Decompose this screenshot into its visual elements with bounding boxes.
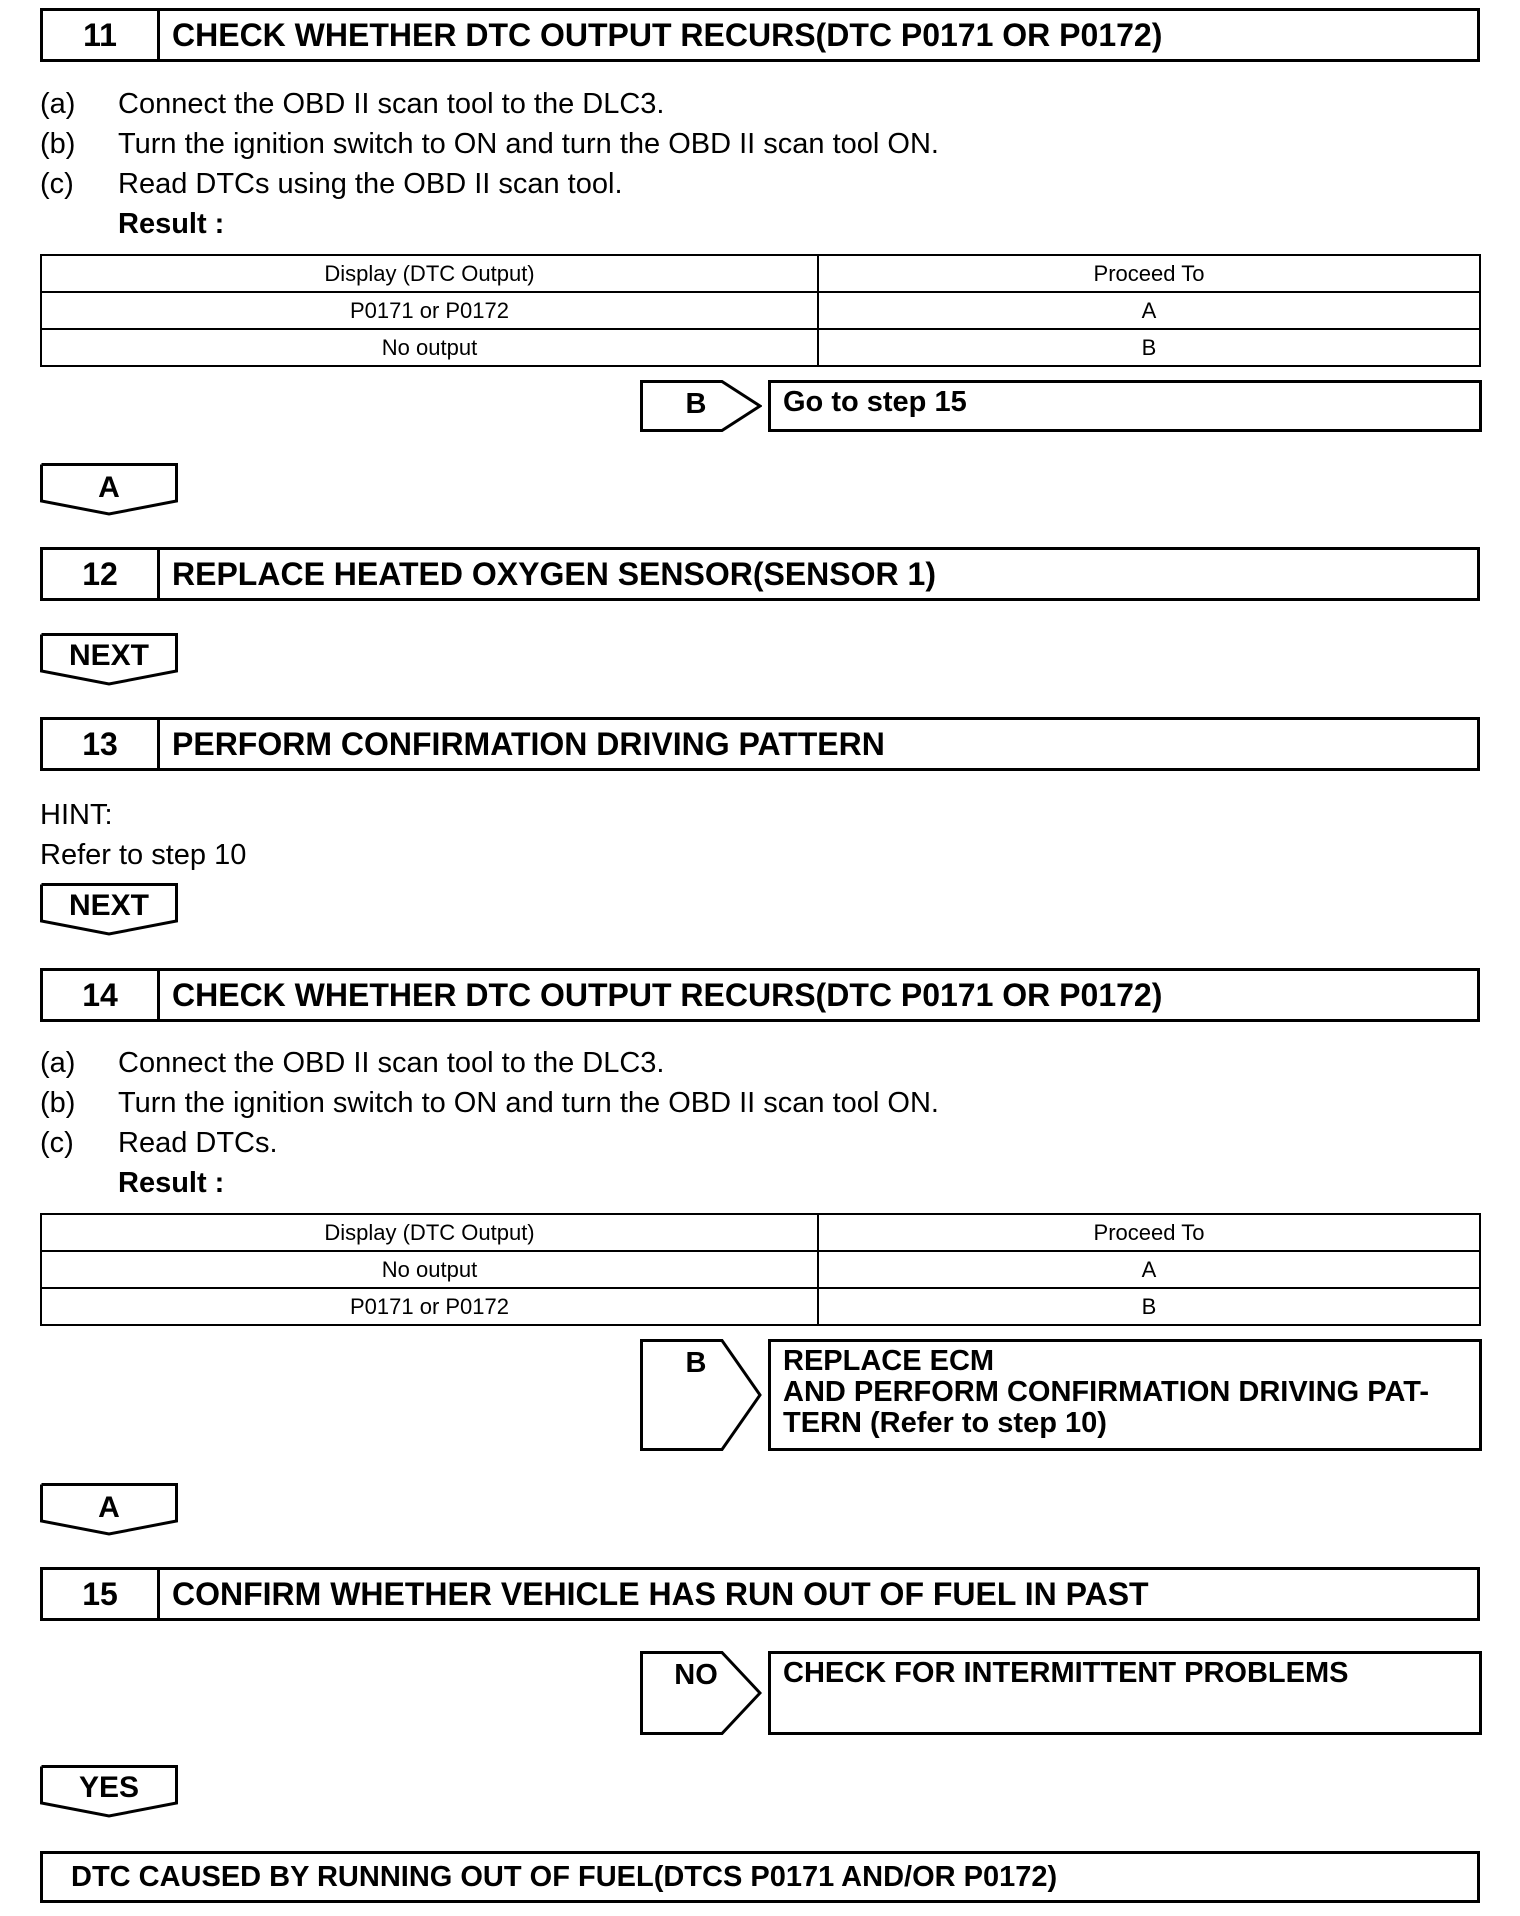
flow-label-text: YES xyxy=(78,1771,140,1804)
step-title: CHECK WHETHER DTC OUTPUT RECURS(DTC P0171 OR P0172) xyxy=(172,976,1163,1013)
flow-label-yes xyxy=(40,1765,178,1819)
flow-label-next xyxy=(40,633,178,687)
step-number: 14 xyxy=(43,971,160,1019)
hint-label: HINT: xyxy=(40,799,113,831)
step-title: CHECK WHETHER DTC OUTPUT RECURS(DTC P0171 OR P0172) xyxy=(172,16,1163,53)
branch-target-box: Go to step 15 xyxy=(768,380,1482,432)
branch-arrow-no xyxy=(640,1651,762,1735)
table-cell: No output xyxy=(41,329,818,366)
table-header-row xyxy=(41,255,1480,292)
result-label: Result : xyxy=(118,208,225,240)
table-row xyxy=(41,329,1480,366)
table-cell: B xyxy=(818,1288,1480,1325)
step-title: REPLACE HEATED OXYGEN SENSOR(SENSOR 1) xyxy=(172,555,936,592)
result-label: Result : xyxy=(118,1167,225,1199)
instruction-item xyxy=(40,1087,939,1120)
step-12-header xyxy=(40,547,1480,601)
flow-label-a xyxy=(40,463,178,517)
final-result-box: DTC CAUSED BY RUNNING OUT OF FUEL(DTCS P0171 AND/OR P0172) xyxy=(40,1851,1480,1903)
instruction-item xyxy=(40,168,623,201)
instruction-item xyxy=(40,1047,664,1080)
branch-arrow-b xyxy=(640,380,762,432)
item-text: Read DTCs. xyxy=(118,1127,278,1159)
table-cell: P0171 or P0172 xyxy=(41,1288,818,1325)
branch-target-box: CHECK FOR INTERMITTENT PROBLEMS xyxy=(768,1651,1482,1735)
item-text: Turn the ignition switch to ON and turn the OBD II scan tool ON. xyxy=(118,1087,939,1119)
branch-label: B xyxy=(685,1347,707,1379)
flow-label-next xyxy=(40,883,178,937)
table-row xyxy=(41,1251,1480,1288)
instruction-item xyxy=(40,128,939,161)
table-header: Proceed To xyxy=(818,255,1480,292)
branch-arrow-b xyxy=(640,1339,762,1451)
result-table xyxy=(40,254,1481,367)
table-header-row xyxy=(41,1214,1480,1251)
table-cell: A xyxy=(818,292,1480,329)
table-cell: B xyxy=(818,329,1480,366)
target-line: TERN (Refer to step 10) xyxy=(783,1407,1107,1439)
step-number: 15 xyxy=(43,1570,160,1618)
item-label: (a) xyxy=(40,1047,76,1079)
item-text: Connect the OBD II scan tool to the DLC3. xyxy=(118,88,665,120)
instruction-item xyxy=(40,88,664,121)
hint-text: Refer to step 10 xyxy=(40,839,247,871)
step-14-header xyxy=(40,968,1480,1022)
table-cell: A xyxy=(818,1251,1480,1288)
item-label: (b) xyxy=(40,1087,76,1119)
item-label: (b) xyxy=(40,128,76,160)
target-line: AND PERFORM CONFIRMATION DRIVING PAT- xyxy=(783,1376,1430,1408)
flow-label-text: A xyxy=(98,1491,120,1524)
item-label: (a) xyxy=(40,88,76,120)
item-label: (c) xyxy=(40,1127,74,1159)
item-label: (c) xyxy=(40,168,74,200)
hint-block xyxy=(40,795,246,875)
step-number: 11 xyxy=(43,11,160,59)
table-row xyxy=(41,292,1480,329)
flow-label-text: A xyxy=(98,471,120,504)
flow-label-a xyxy=(40,1483,178,1537)
instruction-item xyxy=(40,1127,278,1160)
branch-label: NO xyxy=(674,1659,718,1691)
step-title: PERFORM CONFIRMATION DRIVING PATTERN xyxy=(172,725,885,762)
flow-label-text: NEXT xyxy=(68,639,149,672)
step-title: CONFIRM WHETHER VEHICLE HAS RUN OUT OF FUEL IN PAST xyxy=(172,1575,1149,1612)
table-cell: P0171 or P0172 xyxy=(41,292,818,329)
table-header: Display (DTC Output) xyxy=(41,1214,818,1251)
branch-label: B xyxy=(685,388,707,420)
branch-target-box xyxy=(768,1339,1482,1451)
table-cell: No output xyxy=(41,1251,818,1288)
result-table xyxy=(40,1213,1481,1326)
table-header: Proceed To xyxy=(818,1214,1480,1251)
step-number: 13 xyxy=(43,720,160,768)
item-text: Connect the OBD II scan tool to the DLC3. xyxy=(118,1047,665,1079)
step-number: 12 xyxy=(43,550,160,598)
step-13-header xyxy=(40,717,1480,771)
step-11-header xyxy=(40,8,1480,62)
target-line: REPLACE ECM xyxy=(783,1345,995,1377)
flow-label-text: NEXT xyxy=(68,889,149,922)
step-15-header xyxy=(40,1567,1480,1621)
table-header: Display (DTC Output) xyxy=(41,255,818,292)
item-text: Turn the ignition switch to ON and turn the OBD II scan tool ON. xyxy=(118,128,939,160)
table-row xyxy=(41,1288,1480,1325)
item-text: Read DTCs using the OBD II scan tool. xyxy=(118,168,623,200)
